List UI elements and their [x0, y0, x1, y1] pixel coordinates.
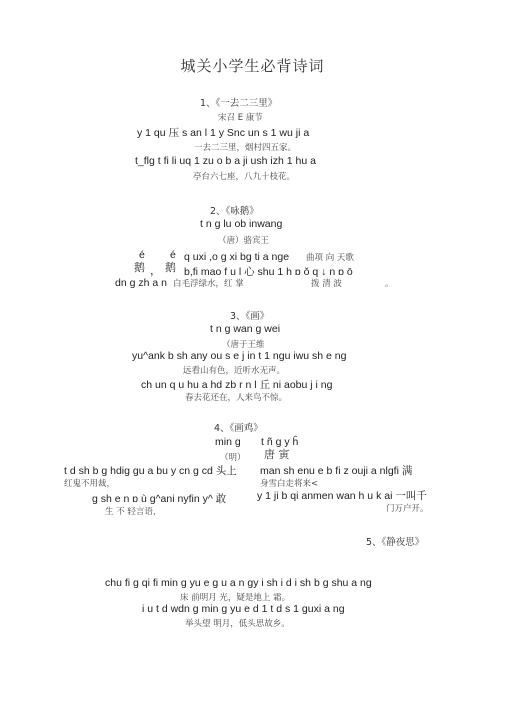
- poem-1-line-1-pinyin: y 1 qu 压 s an l 1 y Snc un s 1 wu ji a: [137, 127, 310, 139]
- poem-1-line-2-pinyin: t_flg t fi li uq 1 zu o b a ji ush izh 1 hu a: [135, 155, 316, 167]
- poem-3-line-2-text: 春去花还在，人来鸟不惊。: [185, 393, 288, 403]
- poem-1-heading: 1、《一去二三里》: [200, 98, 278, 109]
- poem-2-line-2-pinyin: b,fi mao f u l 心 shu 1 h ɒ ǒ q ↓ n ɒ ō: [184, 266, 353, 278]
- poem-4-dynasty: （明）: [220, 453, 246, 463]
- poem-4-tangyin-pinyin: t ñ g y ĥ: [261, 436, 299, 448]
- poem-4-row-2-right-text: 门万户开。: [386, 504, 429, 514]
- poem-1-line-1-text: 一去二三里，烟村四五家。: [194, 143, 297, 153]
- poem-4-heading: 4、《画鸡》: [214, 423, 263, 434]
- poem-3-line-1-pinyin: yu^ank b sh any ou s e j in t 1 ngu iwu sh e ng: [132, 350, 347, 362]
- poem-5-line-2-text: 举头望 明月，低头思故乡。: [185, 619, 290, 629]
- poem-2-end-mark: 。: [385, 279, 394, 289]
- poem-2-author: （唐）骆宾王: [218, 236, 270, 246]
- poem-3-heading: 3、《画》: [230, 311, 270, 322]
- poem-2-heading: 2、《咏鹅》: [210, 206, 259, 217]
- poem-2-line-3-text: 白毛浮绿水，红 掌: [173, 279, 244, 289]
- comma: ，: [150, 264, 161, 277]
- poem-1-author: 宋召 E 康节: [218, 113, 263, 123]
- pinyin-e-1: é: [139, 249, 145, 261]
- poem-2-line-3-pinyin: dn g zh a n: [115, 277, 167, 289]
- poem-4-row-1-right-text: 身雪白走将来<: [260, 479, 319, 489]
- poem-3-author: （唐于王维: [222, 340, 265, 350]
- poem-2-tail-hanzi: 拨 清 波: [311, 279, 342, 289]
- poem-4-row-1-right-pinyin: man sh enu e b fi z ouji a nlgfi 满: [260, 465, 413, 477]
- poem-5-line-2-pinyin: i u t d wdn g min g yu e d 1 t d s 1 guxi a ng: [142, 603, 345, 615]
- poem-3-line-2-pinyin: ch un q u hu a hd zb r n l 丘 ni aobu j i ng: [141, 379, 333, 391]
- poem-5-line-1-text: 床 前明月 光，疑是地上 霜。: [180, 593, 291, 603]
- poem-2-line-1-pinyin: q uxi ,o g xi bg ti a nge: [184, 251, 290, 263]
- page-title: 城关小学生必背诗词: [180, 57, 325, 75]
- poem-3-line-1-text: 远看山有色，近听水无声。: [183, 366, 286, 376]
- poem-4-author: 唐 寅: [264, 448, 290, 461]
- poem-4-row-1-left-text: 红鬼不用裁，: [64, 479, 116, 489]
- pinyin-e-2: é: [170, 249, 176, 261]
- poem-4-row-2-right-pinyin: y 1 ji b qi anmen wan h u k ai 一叫千: [257, 490, 427, 502]
- poem-1-line-2-text: 亭台六七座，八九十枝花。: [193, 172, 296, 182]
- poem-2-title-pinyin: t n g lu ob inwang: [200, 218, 283, 230]
- poem-4-row-1-left-pinyin: t d sh b g hdig gu a bu y cn g cd 头上: [64, 465, 237, 477]
- poem-5-heading: 5、《静夜思》: [366, 537, 425, 548]
- poem-4-row-2-left-text: 生 不 轻言语，: [105, 507, 162, 517]
- poem-4-row-2-left-pinyin: g sh e n ɒ ù g^ani nyfin y^ 敢: [92, 493, 227, 505]
- hanzi-e-1: 鹅: [134, 261, 145, 274]
- poem-4-min-g: min g: [215, 436, 241, 448]
- hanzi-e-2: 鹅: [165, 261, 176, 274]
- poem-5-line-1-pinyin: chu fi g qi fi min g yu e g u a n gy i sh i d i sh b g shu a ng: [105, 577, 372, 589]
- poem-2-line-1-text: 曲项 向 天歌: [306, 253, 354, 263]
- poem-3-title-pinyin: t n g wan g wei: [210, 323, 281, 335]
